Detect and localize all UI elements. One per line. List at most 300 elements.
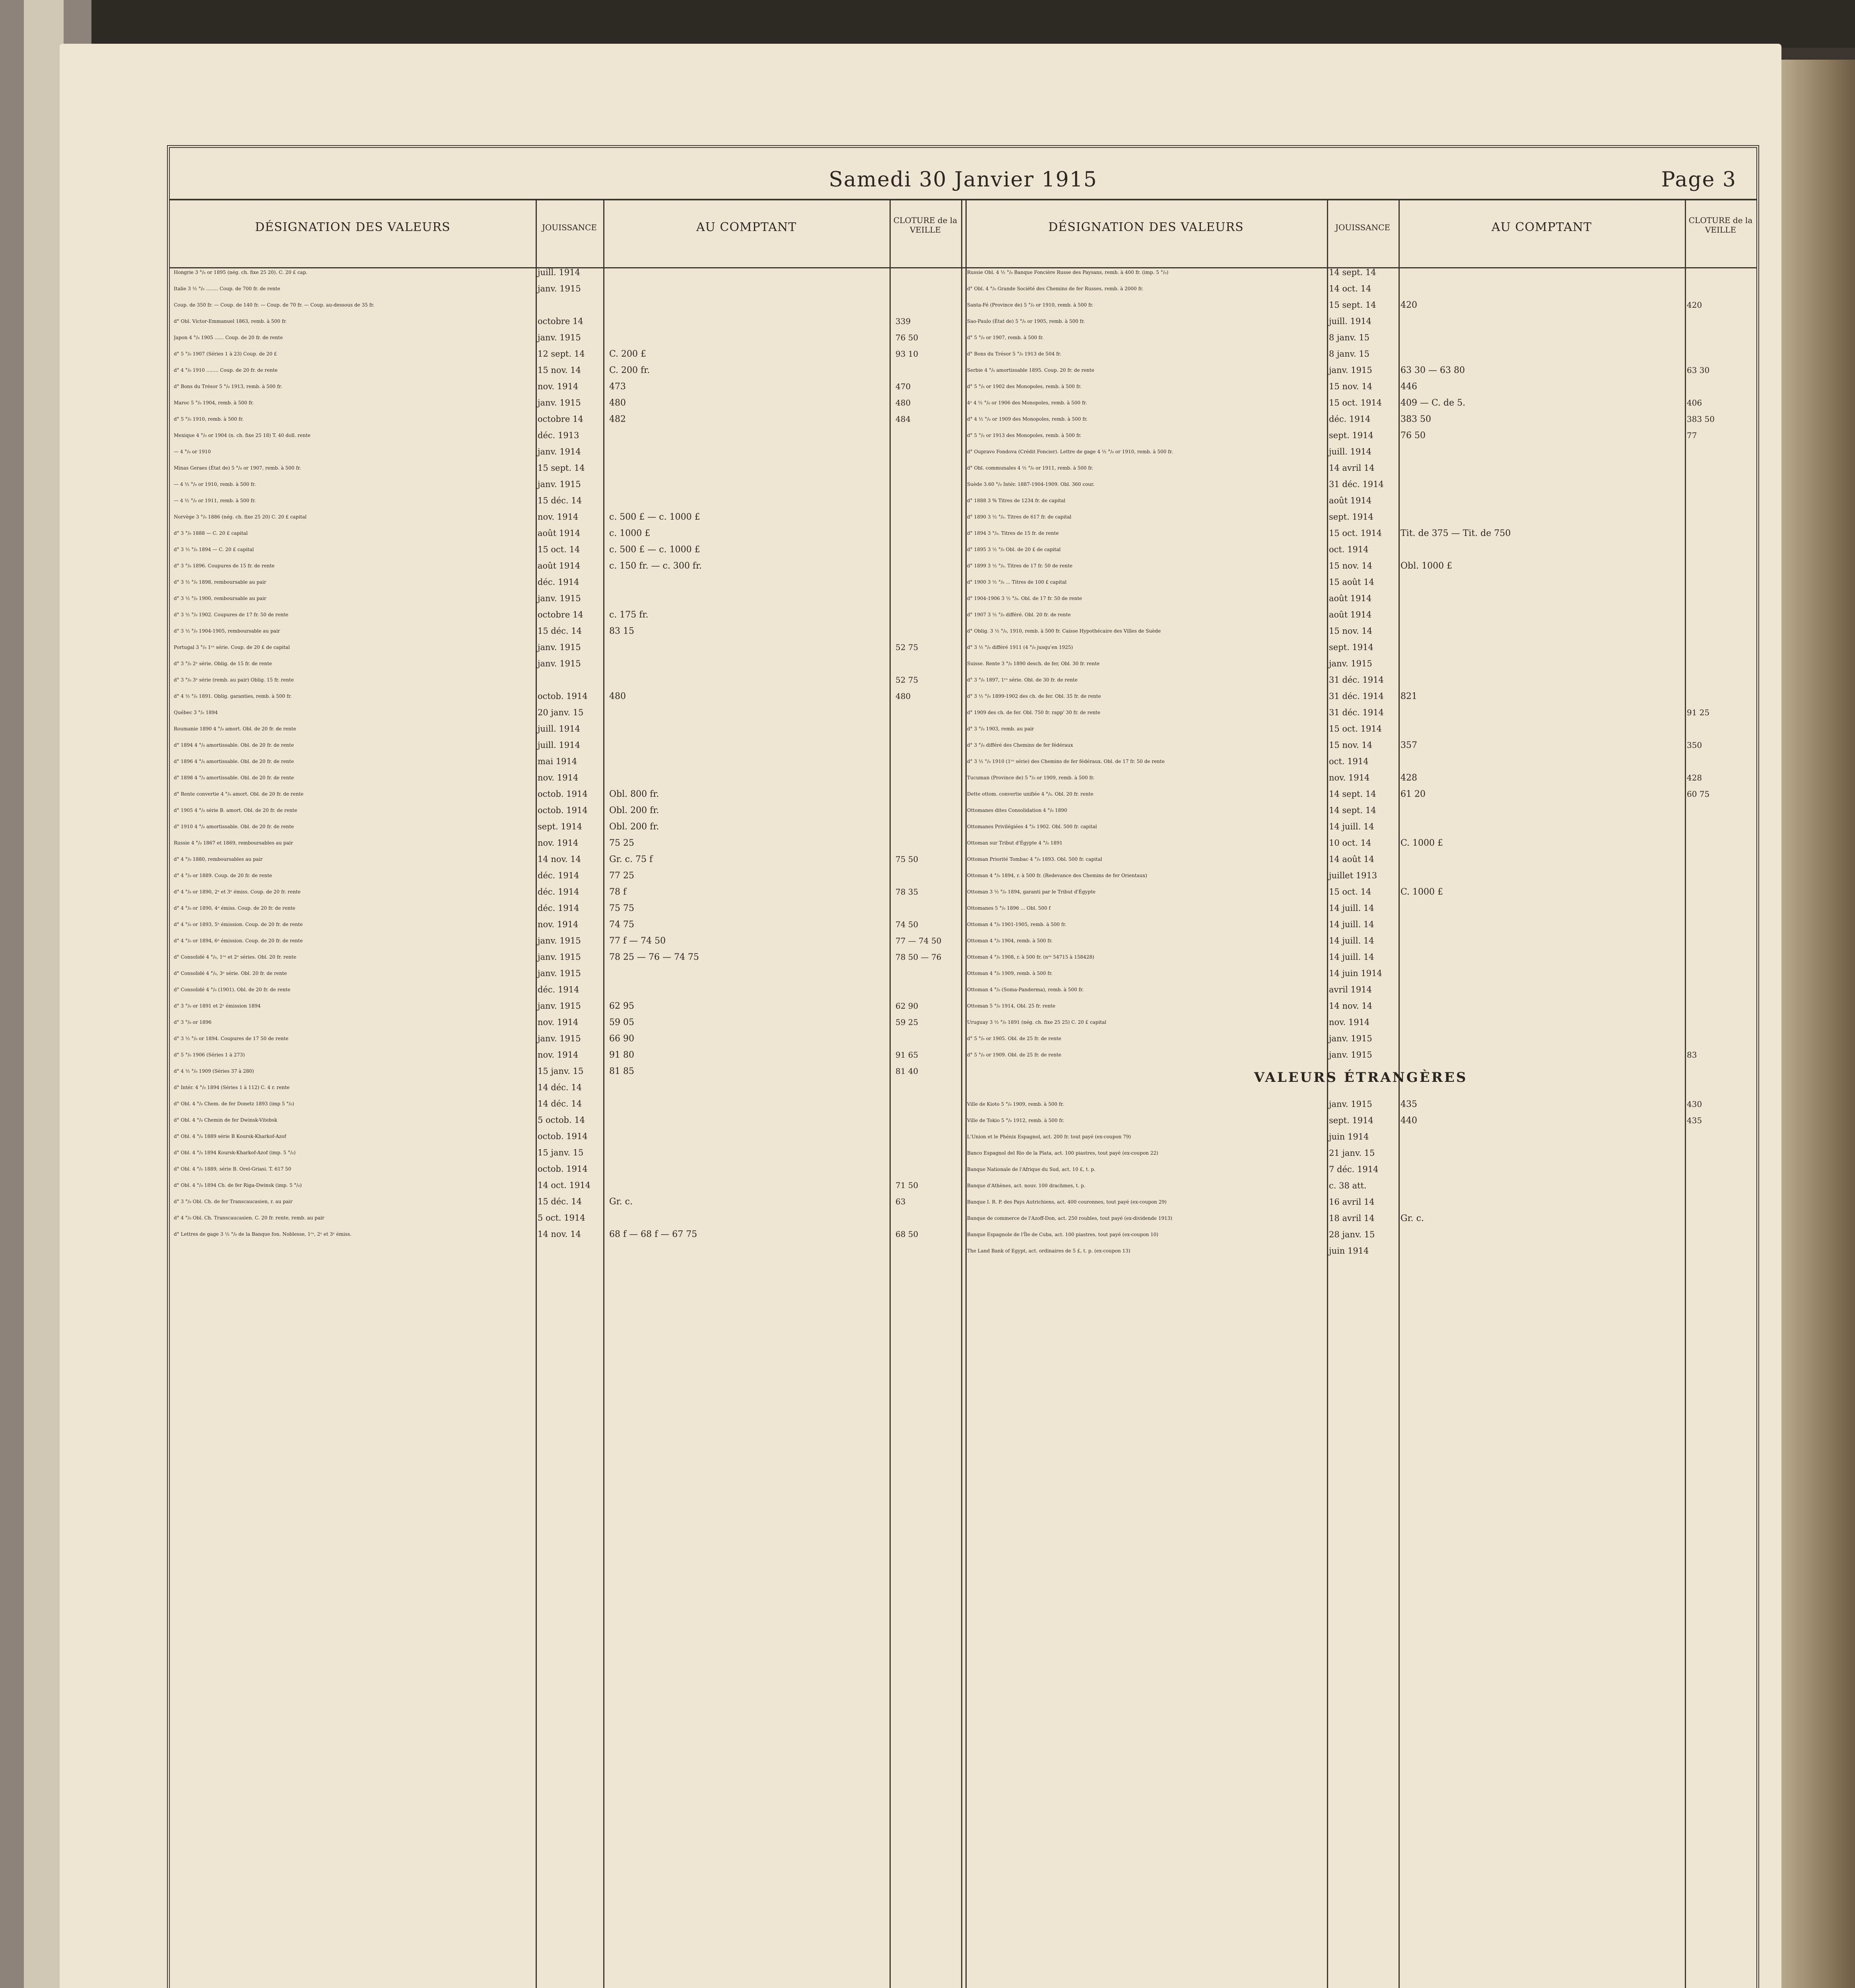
jouissance-date: 21 janv. 15: [1329, 1148, 1375, 1158]
page-stack-edge: [1781, 60, 1855, 1988]
jouissance-date: nov. 1914: [1329, 1017, 1370, 1027]
security-designation: — 4 °/₀ or 1910: [174, 449, 211, 454]
security-designation: d° 4 °/₀ or 1893, 5ᵉ émission. Coup. de 20 fr. de rente: [174, 922, 303, 927]
col-head-cloture-right: CLOTURE de la VEILLE: [1688, 215, 1753, 235]
jouissance-date: nov. 1914: [538, 838, 579, 848]
previous-close: 60 75: [1687, 789, 1710, 799]
security-entry: [174, 1196, 959, 1207]
jouissance-date: 14 sept. 14: [1329, 789, 1376, 799]
security-entry: [174, 658, 959, 669]
security-entry: [967, 1246, 1754, 1256]
jouissance-date: janv. 1915: [538, 284, 581, 293]
security-entry: [967, 773, 1754, 783]
previous-page-edge: [24, 0, 64, 1988]
security-entry: [967, 430, 1754, 441]
security-designation: d° 3 °/₀ différé des Chemins de fer fédéraux: [967, 742, 1073, 748]
jouissance-date: sept. 1914: [1329, 512, 1373, 522]
jouissance-date: octobre 14: [538, 414, 583, 424]
cash-price: 81 85: [609, 1066, 634, 1076]
col-head-jouissance-left: JOUISSANCE: [542, 223, 597, 232]
cash-price: 77 f — 74 50: [609, 936, 666, 946]
previous-close: 484: [895, 414, 911, 424]
security-entry: [174, 936, 959, 946]
security-designation: Ottoman 4 °/₀ 1901-1905, remb. à 500 fr.: [967, 922, 1066, 927]
cash-price: 821: [1400, 691, 1417, 701]
security-designation: d° 1910 4 °/₀ amortissable. Obl. de 20 fr. de rente: [174, 824, 294, 829]
security-entry: [174, 463, 959, 474]
security-entry: [967, 332, 1754, 343]
previous-close: 383 50: [1687, 414, 1715, 424]
security-entry: [174, 675, 959, 685]
security-designation: d° 5 °/₀ or 1909. Obl. de 25 fr. de rente: [967, 1052, 1061, 1058]
jouissance-date: 31 déc. 1914: [1329, 691, 1384, 701]
security-entry: [174, 984, 959, 995]
security-entry: [967, 349, 1754, 359]
security-designation: d° Consolidé 4 °/₀, 3ᵉ série. Obl. 20 fr. de rente: [174, 971, 287, 976]
jouissance-date: 15 oct. 1914: [1329, 528, 1382, 538]
security-designation: d° 1907 3 ½ °/₀ différé. Obl. 20 fr. de rente: [967, 612, 1071, 617]
security-entry: [174, 691, 959, 702]
jouissance-date: janv. 1915: [1329, 365, 1372, 375]
security-designation: d° 4 °/₀ 1910 ........ Coup. de 20 fr. de rente: [174, 367, 278, 373]
jouissance-date: 15 nov. 14: [538, 365, 581, 375]
jouissance-date: juin 1914: [1329, 1246, 1369, 1256]
security-entry: [967, 414, 1754, 425]
security-entry: [967, 1180, 1754, 1191]
security-designation: d° 4 ½ °/₀ 1909 (Séries 37 à 280): [174, 1068, 254, 1074]
jouissance-date: 5 oct. 1914: [538, 1213, 585, 1223]
security-entry: [967, 626, 1754, 637]
security-designation: Québec 3 °/₀ 1894: [174, 710, 218, 715]
security-entry: [174, 773, 959, 783]
previous-close: 59 25: [895, 1017, 919, 1027]
security-designation: d° 3 ½ °/₀ 1904-1905, remboursable au pair: [174, 628, 280, 634]
security-designation: Ottoman 3 ½ °/₀ 1894, garanti par le Tribut d'Égypte: [967, 889, 1096, 895]
jouissance-date: octobre 14: [538, 316, 583, 326]
security-entry: [174, 512, 959, 522]
jouissance-date: juill. 1914: [538, 268, 580, 277]
security-designation: d° 4 °/₀ or 1890, 2ᵉ et 3ᵉ émiss. Coup. de 20 fr. rente: [174, 889, 301, 895]
jouissance-date: 10 oct. 14: [1329, 838, 1371, 848]
security-entry: [967, 1148, 1754, 1159]
security-entry: [967, 805, 1754, 816]
security-entry: [174, 903, 959, 914]
jouissance-date: déc. 1914: [538, 903, 579, 913]
previous-close: 74 50: [895, 920, 919, 929]
previous-close: 68 50: [895, 1229, 919, 1239]
jouissance-date: janv. 1915: [538, 936, 581, 945]
security-designation: Hongrie 3 °/₀ or 1895 (nég. ch. fixe 25 20). C. 20 £ cap.: [174, 270, 308, 275]
jouissance-date: déc. 1913: [538, 431, 579, 440]
previous-close: 81 40: [895, 1066, 919, 1076]
jouissance-date: 31 déc. 1914: [1329, 708, 1384, 717]
security-designation: d° 3 °/₀ or 1891 et 2ᵉ émission 1894: [174, 1003, 261, 1009]
security-designation: d° Consolidé 4 °/₀, 1ʳᵉ et 2ᵉ séries. Obl. 20 fr. rente: [174, 954, 297, 960]
security-entry: [174, 577, 959, 588]
security-entry: [967, 610, 1754, 620]
cash-price: 75 25: [609, 838, 634, 848]
cash-price: 63 30 — 63 80: [1400, 365, 1465, 375]
previous-close: 406: [1687, 398, 1702, 408]
jouissance-date: mai 1914: [538, 757, 577, 766]
security-designation: L'Union et le Phénix Espagnol, act. 200 fr. tout payé (ex-coupon 79): [967, 1134, 1131, 1140]
security-entry: [967, 1164, 1754, 1175]
security-designation: Dette ottom. convertie unifiée 4 °/₀. Obl. 20 fr. rente: [967, 791, 1094, 797]
previous-close: 75 50: [895, 854, 919, 864]
jouissance-date: 14 août 14: [1329, 854, 1374, 864]
jouissance-date: 15 sept. 14: [1329, 300, 1376, 310]
security-designation: Suisse. Rente 3 °/₀ 1890 desch. de fer, Obl. 30 fr. rente: [967, 661, 1100, 666]
jouissance-date: janv. 1915: [538, 969, 581, 978]
security-entry: [967, 528, 1754, 539]
jouissance-date: 14 nov. 14: [538, 1229, 581, 1239]
security-designation: Banco Espagnol del Rio de la Plata, act. 100 piastres, tout payé (ex-coupon 22): [967, 1150, 1158, 1156]
jouissance-date: janv. 1915: [538, 1001, 581, 1011]
security-designation: Banque Espagnole de l'Île de Cuba, act. 100 piastres, tout payé (ex-coupon 10): [967, 1232, 1159, 1237]
security-designation: d° Obl. 4 °/₀ 1894 Koursk-Kharkof-Azof (imp. 5 °/₀): [174, 1150, 296, 1155]
security-entry: [967, 675, 1754, 685]
cash-price: Gr. c.: [609, 1197, 633, 1207]
jouissance-date: 15 janv. 15: [538, 1148, 584, 1157]
page-header: [170, 168, 1756, 200]
jouissance-date: déc. 1914: [538, 577, 579, 587]
cash-price: c. 1000 £: [609, 528, 651, 538]
jouissance-date: 15 oct. 1914: [1329, 724, 1382, 734]
security-designation: Suède 3.60 °/₀ Intér. 1887-1904-1909. Obl. 360 cour.: [967, 481, 1095, 487]
security-designation: d° 4 ½ °/₀ 1891. Oblig. garanties, remb. à 500 fr.: [174, 693, 292, 699]
jouissance-date: janv. 1915: [1329, 1099, 1372, 1109]
security-designation: d° Obl. 4 °/₀ 1889, série B. Orel-Griasi. T. 617 50: [174, 1166, 291, 1172]
col-head-designation-left: DÉSIGNATION DES VALEURS: [255, 220, 451, 234]
cash-price: C. 200 fr.: [609, 365, 650, 375]
cash-price: C. 1000 £: [1400, 838, 1443, 848]
security-entry: [174, 1082, 959, 1093]
security-designation: Ottoman 4 °/₀ 1894, r. à 500 fr. (Redevance des Chemins de fer Orientaux): [967, 873, 1147, 878]
security-designation: d° 1904-1906 3 ½ °/₀. Obl. de 17 fr. 50 de rente: [967, 596, 1082, 601]
jouissance-date: janv. 1915: [538, 480, 581, 489]
security-designation: d° 1894 3 °/₀. Titres de 15 fr. de rente: [967, 530, 1059, 536]
foreign-entries: [967, 1099, 1754, 1256]
security-designation: d° 3 ½ °/₀ différé 1911 (4 °/₀ jusqu'en 1925): [967, 645, 1073, 650]
security-designation: d° 4 °/₀ 1880, remboursables au pair: [174, 856, 263, 862]
cash-price: 78 f: [609, 887, 627, 897]
previous-close: 63 30: [1687, 365, 1710, 375]
previous-close: 52 75: [895, 643, 919, 652]
jouissance-date: sept. 1914: [1329, 431, 1373, 440]
cash-price: 480: [609, 691, 626, 701]
security-entry: [967, 447, 1754, 457]
previous-close: 77: [1687, 431, 1697, 440]
cash-price: 59 05: [609, 1017, 634, 1027]
jouissance-date: 15 oct. 14: [1329, 887, 1371, 897]
security-designation: Ottomanes dites Consolidation 4 °/₀ 1890: [967, 808, 1067, 813]
security-designation: Sao-Paulo (État de) 5 °/₀ or 1905, remb. à 500 fr.: [967, 318, 1085, 324]
scan-background: [91, 0, 1855, 48]
jouissance-date: octob. 1914: [538, 806, 588, 815]
security-designation: — 4 ½ °/₀ or 1911, remb. à 500 fr.: [174, 498, 256, 503]
jouissance-date: déc. 1914: [1329, 414, 1371, 424]
jouissance-date: 14 nov. 14: [1329, 1001, 1373, 1011]
security-entry: [967, 789, 1754, 800]
jouissance-date: déc. 1914: [538, 985, 579, 994]
security-designation: d° 1898 4 °/₀ amortissable. Obl. de 20 fr. de rente: [174, 775, 294, 780]
page-date: Samedi 30 Janvier 1915: [829, 168, 1097, 192]
security-designation: The Land Bank of Egypt, act. ordinaires de 5 £, t. p. (ex-coupon 13): [967, 1248, 1130, 1254]
security-designation: Serbie 4 °/₀ amortissable 1895. Coup. 20 fr. de rente: [967, 367, 1094, 373]
cash-price: Obl. 800 fr.: [609, 789, 659, 799]
previous-close: 77 — 74 50: [895, 936, 942, 945]
security-designation: d° 5 °/₀ or 1907, remb. à 500 fr.: [967, 335, 1044, 340]
security-designation: d° 3 ½ °/₀ 1900, remboursable au pair: [174, 596, 266, 601]
jouissance-date: août 1914: [1329, 496, 1372, 505]
previous-close: 420: [1687, 300, 1702, 310]
security-entry: [174, 365, 959, 376]
security-entry: [174, 610, 959, 620]
jouissance-date: octobre 14: [538, 610, 583, 619]
security-entry: [967, 593, 1754, 604]
security-entry: [174, 1099, 959, 1109]
security-entry: [174, 267, 959, 278]
security-entry: [967, 544, 1754, 555]
jouissance-date: 15 nov. 14: [1329, 740, 1373, 750]
security-designation: d° Lettres de gage 3 ½ °/₀ de la Banque fon. Noblesse, 1ʳᵉ, 2ᵉ et 3ᵉ émiss.: [174, 1231, 352, 1237]
jouissance-date: 14 juill. 14: [1329, 920, 1374, 929]
security-entry: [967, 316, 1754, 327]
cash-price: 77 25: [609, 871, 634, 881]
security-entry: [967, 724, 1754, 734]
security-entry: [174, 1001, 959, 1011]
security-designation: Ville de Tokio 5 °/₀ 1912, remb. à 500 fr.: [967, 1118, 1064, 1123]
jouissance-date: 15 déc. 14: [538, 626, 582, 636]
security-entry: [967, 936, 1754, 946]
security-entry: [174, 968, 959, 979]
jouissance-date: nov. 1914: [538, 920, 579, 929]
page-number: Page 3: [1661, 168, 1737, 192]
col-head-designation-right: DÉSIGNATION DES VALEURS: [1048, 220, 1244, 234]
security-entry: [967, 381, 1754, 392]
security-entry: [967, 365, 1754, 376]
security-designation: Ottoman 4 °/₀ 1908, r. à 500 fr. (nᵒˢ 54715 à 158428): [967, 954, 1094, 960]
security-entry: [174, 805, 959, 816]
foreign-securities-heading: VALEURS ÉTRANGÈRES: [1254, 1070, 1468, 1085]
security-entry: [174, 724, 959, 734]
security-designation: Russie 4 °/₀ 1867 et 1869, remboursables au pair: [174, 840, 293, 846]
security-entry: [174, 1017, 959, 1028]
previous-close: 428: [1687, 773, 1702, 782]
security-entry: [174, 707, 959, 718]
previous-close: 78 35: [895, 887, 919, 897]
security-entry: [174, 283, 959, 294]
security-designation: d° 1895 3 ½ °/₀ Obl. de 20 £ de capital: [967, 547, 1061, 552]
cash-price: C. 200 £: [609, 349, 647, 359]
cash-price: 446: [1400, 382, 1417, 392]
col-head-jouissance-right: JOUISSANCE: [1335, 223, 1391, 232]
security-designation: d° 1896 4 °/₀ amortissable. Obl. de 20 fr. de rente: [174, 759, 294, 764]
security-entry: [967, 577, 1754, 588]
security-entry: [174, 479, 959, 490]
previous-close: 78 50 — 76: [895, 952, 942, 962]
security-entry: [174, 1180, 959, 1191]
security-entry: [967, 1017, 1754, 1028]
security-designation: Coup. de 350 fr. — Coup. de 140 fr. — Coup. de 70 fr. — Coup. au-dessous de 35 fr.: [174, 302, 375, 308]
jouissance-date: sept. 1914: [538, 822, 582, 831]
security-entry: [174, 821, 959, 832]
security-designation: Mexique 4 °/₀ or 1904 (n. ch. fixe 25 18) T. 40 doll. rente: [174, 433, 311, 438]
jouissance-date: c. 38 att.: [1329, 1181, 1367, 1190]
jouissance-date: 16 avril 14: [1329, 1197, 1375, 1207]
jouissance-date: 15 oct. 14: [538, 545, 580, 554]
jouissance-date: octob. 1914: [538, 1132, 588, 1141]
security-entry: [174, 1050, 959, 1060]
jouissance-date: 20 janv. 15: [538, 708, 584, 717]
security-designation: d° Oblig. 3 ½ °/₀, 1910, remb. à 500 fr. Caisse Hypothécaire des Villes de Suède: [967, 628, 1161, 634]
security-designation: d° 1890 3 ½ °/₀. Titres de 617 fr. de capital: [967, 514, 1072, 520]
jouissance-date: octob. 1914: [538, 691, 588, 701]
jouissance-date: 15 nov. 14: [1329, 561, 1373, 571]
security-entry: [174, 414, 959, 425]
jouissance-date: 15 oct. 1914: [1329, 398, 1382, 408]
security-designation: Ottoman sur Tribut d'Égypte 4 °/₀ 1891: [967, 840, 1063, 846]
security-designation: d° 5 °/₀ 1906 (Séries 1 à 273): [174, 1052, 245, 1058]
security-entry: [967, 1213, 1754, 1224]
security-designation: Japon 4 °/₀ 1905 ...... Coup. de 20 fr. de rente: [174, 335, 283, 340]
jouissance-date: octob. 1914: [538, 1164, 588, 1174]
security-designation: d° 5 °/₀ or 1913 des Monopoles, remb. à 500 fr.: [967, 433, 1082, 438]
security-designation: d° 3 °/₀ 2ᵉ série. Oblig. de 15 fr. de rente: [174, 661, 272, 666]
security-entry: [967, 691, 1754, 702]
cash-price: c. 500 £ — c. 1000 £: [609, 512, 700, 522]
jouissance-date: 14 juill. 14: [1329, 952, 1374, 962]
security-entry: [174, 398, 959, 408]
jouissance-date: nov. 1914: [538, 382, 579, 391]
security-designation: Ottoman 4 °/₀ 1909, remb. à 500 fr.: [967, 971, 1053, 976]
security-entry: [967, 642, 1754, 653]
jouissance-date: 14 oct. 1914: [538, 1180, 591, 1190]
jouissance-date: 14 juill. 14: [1329, 822, 1374, 831]
cash-price: 357: [1400, 740, 1417, 750]
security-designation: Banque I. R. P. des Pays Autrichiens, act. 400 couronnes, tout payé (ex-coupon 29): [967, 1199, 1167, 1205]
security-designation: d° Rente convertie 4 °/₀ amort. Obl. de 20 fr. de rente: [174, 791, 304, 797]
security-designation: d° 3 °/₀ 1897, 1ʳᵉ série. Obl. de 30 fr. de rente: [967, 677, 1078, 683]
previous-close: 435: [1687, 1116, 1702, 1125]
security-designation: Banque Nationale de l'Afrique du Sud, act. 10 £, t. p.: [967, 1167, 1096, 1172]
security-designation: d° 1899 3 ½ °/₀. Titres de 17 fr. 50 de rente: [967, 563, 1073, 569]
security-entry: [174, 381, 959, 392]
jouissance-date: déc. 1914: [538, 887, 579, 897]
security-designation: Portugal 3 °/₀ 1ʳᵉ série. Coup. de 20 £ de capital: [174, 645, 290, 650]
cash-price: c. 175 fr.: [609, 610, 649, 620]
cash-price: 91 80: [609, 1050, 634, 1060]
security-entry: [967, 1099, 1754, 1110]
security-entry: [174, 1229, 959, 1240]
security-entry: [967, 1229, 1754, 1240]
security-designation: Ottoman Priorité Tombac 4 °/₀ 1893. Obl. 500 fr. capital: [967, 856, 1102, 862]
security-entry: [967, 1132, 1754, 1142]
security-entry: [174, 430, 959, 441]
jouissance-date: janv. 1915: [1329, 1034, 1372, 1043]
jouissance-date: oct. 1914: [1329, 545, 1369, 554]
security-designation: d° 5 °/₀ or 1905. Obl. de 25 fr. de rente: [967, 1036, 1061, 1041]
security-entry: [967, 398, 1754, 408]
jouissance-date: 14 sept. 14: [1329, 806, 1376, 815]
security-designation: d° 1900 3 ½ °/₀ ... Titres de 100 £ capital: [967, 579, 1067, 585]
security-entry: [174, 838, 959, 848]
security-designation: Italie 3 ½ °/₀ ........ Coup. de 700 fr. de rente: [174, 286, 280, 291]
security-entry: [967, 854, 1754, 865]
security-entry: [967, 968, 1754, 979]
col-head-cloture-left: CLOTURE de la VEILLE: [893, 215, 958, 235]
security-designation: d° 3 °/₀ 1896. Coupures de 15 fr. de rente: [174, 563, 275, 569]
security-designation: d° 4 °/₀ or 1894, 6ᵉ émission. Coup. de 20 fr. de rente: [174, 938, 303, 944]
security-entry: [174, 300, 959, 311]
cash-price: 420: [1400, 300, 1417, 310]
security-entry: [174, 887, 959, 897]
security-designation: d° Bons du Trésor 5 °/₀ 1913 de 504 fr.: [967, 351, 1061, 357]
security-entry: [174, 1131, 959, 1142]
newspaper-page: [60, 44, 1781, 1988]
security-entry: [967, 495, 1754, 506]
jouissance-date: déc. 1914: [538, 871, 579, 880]
security-designation: 4ᵒ 4 ½ °/₀ or 1906 des Monopoles, remb. à 500 fr.: [967, 400, 1087, 406]
jouissance-date: 12 sept. 14: [538, 349, 585, 359]
jouissance-date: sept. 1914: [1329, 1116, 1373, 1125]
cash-price: 383 50: [1400, 414, 1431, 424]
jouissance-date: janv. 1915: [1329, 659, 1372, 668]
security-entry: [967, 838, 1754, 848]
security-entry: [967, 479, 1754, 490]
security-entry: [967, 300, 1754, 311]
previous-close: 430: [1687, 1099, 1702, 1109]
jouissance-date: 8 janv. 15: [1329, 333, 1370, 342]
previous-close: 71 50: [895, 1180, 919, 1190]
security-entry: [174, 952, 959, 963]
security-designation: d° 1888 3 % Titres de 1234 fr. de capital: [967, 498, 1066, 503]
security-entry: [174, 1115, 959, 1126]
jouissance-date: 15 sept. 14: [538, 463, 585, 473]
previous-close: 339: [895, 316, 911, 326]
security-entry: [174, 349, 959, 359]
col-head-comptant-right: AU COMPTANT: [1491, 220, 1592, 234]
security-entry: [967, 463, 1754, 474]
jouissance-date: nov. 1914: [538, 1050, 579, 1060]
jouissance-date: nov. 1914: [1329, 773, 1370, 782]
jouissance-date: 15 août 14: [1329, 577, 1374, 587]
cash-price: c. 150 fr. — c. 300 fr.: [609, 561, 702, 571]
security-designation: Ville de Kioto 5 °/₀ 1909, remb. à 500 fr.: [967, 1101, 1064, 1107]
cash-price: Obl. 1000 £: [1400, 561, 1453, 571]
jouissance-date: 15 déc. 14: [538, 1197, 582, 1206]
jouissance-date: 18 avril 14: [1329, 1213, 1375, 1223]
security-entry: [967, 1033, 1754, 1044]
security-entry: [174, 919, 959, 930]
security-designation: d° 4 °/₀ or 1889. Coup. de 20 fr. de rente: [174, 873, 272, 878]
security-designation: d° 3 °/₀ 3ᵉ série (remb. au pair) Oblig. 15 fr. rente: [174, 677, 294, 683]
security-designation: d° Bons du Trésor 5 °/₀ 1913, remb. à 500 fr.: [174, 384, 282, 389]
cash-price: 75 75: [609, 903, 634, 913]
jouissance-date: 14 oct. 14: [1329, 284, 1371, 293]
col-head-comptant-left: AU COMPTANT: [696, 220, 797, 234]
security-designation: d° Obl. 4 °/₀ 1889 série B Koursk-Kharkof-Azof: [174, 1134, 286, 1139]
security-entry: [967, 283, 1754, 294]
security-designation: d° 3 °/₀ or 1896: [174, 1019, 212, 1025]
jouissance-date: août 1914: [1329, 594, 1372, 603]
security-designation: d° Oupravo Fondova (Crédit Foncier). Lettre de gage 4 ½ °/₀ or 1910, remb. à 500 fr.: [967, 449, 1173, 454]
security-entry: [967, 267, 1754, 278]
security-entry: [174, 1033, 959, 1044]
previous-close: 76 50: [895, 333, 919, 342]
previous-close: 91 25: [1687, 708, 1710, 717]
security-designation: d° Obl. 4 °/₀ Chemin de fer Dwinsk-Vitebsk: [174, 1117, 278, 1123]
